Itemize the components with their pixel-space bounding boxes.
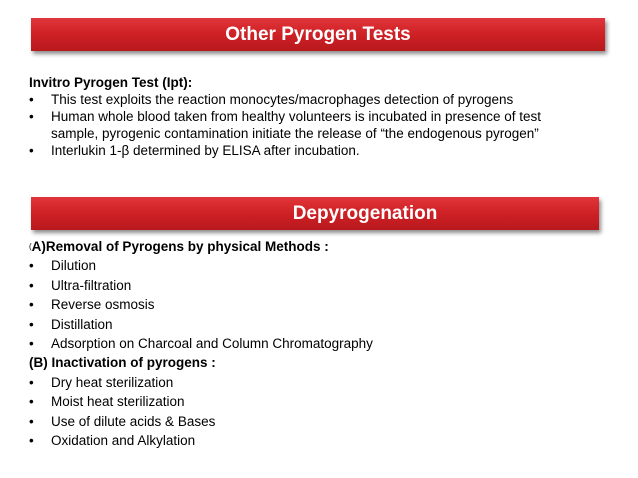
bullet-mark: • [29,413,34,429]
list-item [29,392,329,411]
list-item [29,334,373,353]
bullet-mark: • [29,258,34,274]
bullet-mark: • [29,109,34,124]
list-item [29,373,329,392]
section-title: Depyrogenation [292,203,438,224]
list-item [29,91,514,108]
section-title-banner [31,18,605,51]
list-item [29,276,329,295]
heading-mark: ( [29,242,32,251]
bullet-mark: • [29,394,34,410]
list-item-text: Oxidation and Alkylation [51,432,196,448]
list-item-text: Adsorption on Charcoal and Column Chromatography [51,335,373,351]
list-item-text: Interlukin 1-β determined by ELISA after incubation. [51,143,360,158]
methods-heading-b: (B) Inactivation of pyrogens : [29,355,216,371]
list-item-text: Distillation [51,316,113,332]
list-item-text: Dilution [51,258,97,274]
bullet-mark: • [29,297,34,313]
ipt-heading: Invitro Pyrogen Test (Ipt): [29,75,193,90]
depyrogenation-content [29,237,373,450]
list-item [29,315,329,334]
list-item [29,295,329,314]
list-item [29,108,542,142]
list-item-text: Dry heat sterilization [51,374,174,390]
list-item-text: Moist heat sterilization [51,394,185,410]
bullet-mark: • [29,92,34,107]
heading-text: A)Removal of Pyrogens by physical Methods : [31,239,329,254]
list-item [29,142,360,159]
ipt-content [29,74,542,159]
bullet-mark: • [29,335,34,351]
list-item-text: Reverse osmosis [51,297,155,313]
list-item [29,256,329,275]
list-item-text: Human whole blood taken from healthy volunteers is incubated in presence of test sample, pyrogenic contamination initiate the release of “the endogenous pyrogen” [51,109,542,141]
bullet-mark: • [29,277,34,293]
bullet-mark: • [29,316,34,332]
methods-heading-a [29,237,329,256]
bullet-mark: • [29,143,34,158]
list-item-text: This test exploits the reaction monocytes/macrophages detection of pyrogens [51,92,514,107]
list-item [29,412,329,431]
bullet-mark: • [29,432,34,448]
bullet-mark: • [29,374,34,390]
section-title: Other Pyrogen Tests [225,24,411,45]
list-item [29,431,329,450]
section-title-banner [31,197,599,230]
list-item-text: Ultra-filtration [51,277,132,293]
list-item-text: Use of dilute acids & Bases [51,413,216,429]
